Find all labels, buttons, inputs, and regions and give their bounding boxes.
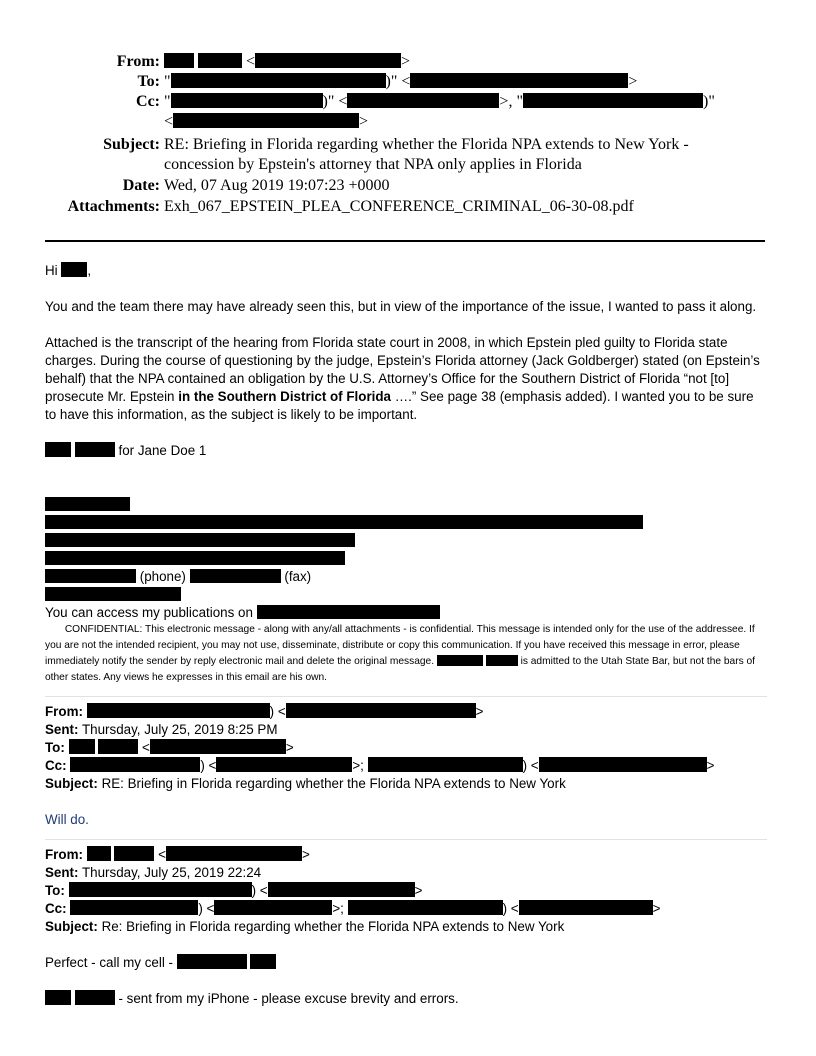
confidentiality-notice: CONFIDENTIAL: This electronic message - along with any/all attachments - is confidential. This message is intended only for the use of the addressee. If you are not the intended recipient, you may not use, disseminate, distribute or copy this communication. If you have received this message in error, please immediately notify the sender by reply electronic mail and delete the original message. is admitted to the Utah State Bar, but not the bars of other states. Any views he expresses in this email are his own. [45,624,756,683]
redaction [69,739,95,754]
redaction [214,900,332,915]
redaction [150,739,286,754]
greeting: Hi , [45,263,92,278]
paragraph-1: You and the team there may have already seen this, but in view of the importance of the issue, I wanted to pass it along. [45,299,757,314]
mobile-signature: - sent from my iPhone - please excuse brevity and errors. [45,990,767,1008]
redaction [45,497,130,511]
redaction [437,655,483,666]
signature-block [45,496,767,622]
subject-label: Subject: [103,136,160,153]
redaction [87,703,270,718]
thread-message-2: From: < > Sent: Thursday, July 25, 2019 22:24 To: ) < > Cc: ) < >; ) < > Subject: Re: Briefing in Florida regarding whether the Florida NPA extends to New York Perfect - call my cell - - sent from my iPhone - please excuse brevity and errors. [45,839,767,1008]
redaction [61,262,87,277]
redaction [368,757,523,772]
redaction [164,53,194,68]
cc-label: Cc: [136,93,160,110]
signoff: for Jane Doe 1 [45,442,767,460]
redaction [519,900,653,915]
message-body [45,262,767,1008]
redaction [255,53,401,68]
thread-message-1: From: ) < > Sent: Thursday, July 25, 2019 8:25 PM To: < > Cc: ) < >; ) < > Subject: RE: Briefing in Florida regarding whether the Florida NPA extends to New York Will do. [45,696,767,829]
redaction [45,515,643,529]
thread-subject: Re: Briefing in Florida regarding whether the Florida NPA extends to New York [101,919,565,934]
sent-date: Thursday, July 25, 2019 22:24 [81,865,262,880]
attachments-label: Attachments: [67,198,160,215]
from-label: From: [116,53,160,70]
email-header [0,52,724,217]
to-label: To: [137,73,160,90]
sent-date: Thursday, July 25, 2019 8:25 PM [81,722,278,737]
redaction [75,442,115,457]
redaction [45,569,136,583]
redaction [216,757,352,772]
subject-row [0,135,724,175]
redaction [45,533,355,547]
redaction [257,605,440,619]
to-row: To: " )" < > [0,72,724,92]
redaction [190,569,281,583]
cc-row: Cc: " )" < >, " )" < > [0,92,724,132]
redaction [45,442,71,457]
redaction [410,73,628,88]
reply-text: Will do. [45,812,89,827]
phone-label: (phone) [139,569,186,584]
redaction [45,587,181,601]
attachment-name: Exh_067_EPSTEIN_PLEA_CONFERENCE_CRIMINAL_06-30-08.pdf [164,198,634,215]
redaction [45,990,71,1005]
reply-text: Perfect - call my cell - [45,954,767,972]
fax-label: (fax) [284,569,312,584]
redaction [523,93,703,108]
redaction [87,846,111,861]
date-label: Date: [122,177,160,194]
redaction [268,882,415,897]
date-row [0,176,724,196]
from-row: From: < > [0,52,724,72]
redaction [347,93,499,108]
date-value: Wed, 07 Aug 2019 19:07:23 +0000 [164,177,390,194]
redaction [69,882,252,897]
subject-line-1: RE: Briefing in Florida regarding whether the Florida NPA extends to New York - [164,136,689,153]
redaction [70,900,198,915]
attachments-row [0,197,724,217]
redaction [286,703,476,718]
redaction [348,900,503,915]
redaction [171,73,386,88]
redaction [486,655,518,666]
redaction [114,846,154,861]
redaction [177,954,247,969]
redaction [171,93,323,108]
redaction [173,113,359,128]
redaction [70,757,200,772]
thread-subject: RE: Briefing in Florida regarding whether the Florida NPA extends to New York [101,776,566,791]
redaction [98,739,138,754]
header-divider [45,240,765,242]
redaction [45,551,345,565]
paragraph-2: Attached is the transcript of the hearing from Florida state court in 2008, in which Epstein pled guilty to Florida state charges. During the course of questioning by the judge, Epstein’s Florida attorney (Jack Goldberger) stated (on Epstein’s behalf) that the NPA contained an obligation by the U.S. Attorney’s Office for the Southern District of Florida “not [to] prosecute Mr. Epstein in the Southern District of Florida ….” See page 38 (emphasis added). I wanted you to be sure to have this information, as the subject is likely to be important. [45,335,760,422]
emphasis-text: in the Southern District of Florida [178,389,392,404]
redaction [198,53,242,68]
redaction [250,954,276,969]
subject-line-2: concession by Epstein's attorney that NPA only applies in Florida [164,156,582,173]
publications-text: You can access my publications on [45,605,253,620]
redaction [75,990,115,1005]
redaction [539,757,707,772]
redaction [166,846,302,861]
